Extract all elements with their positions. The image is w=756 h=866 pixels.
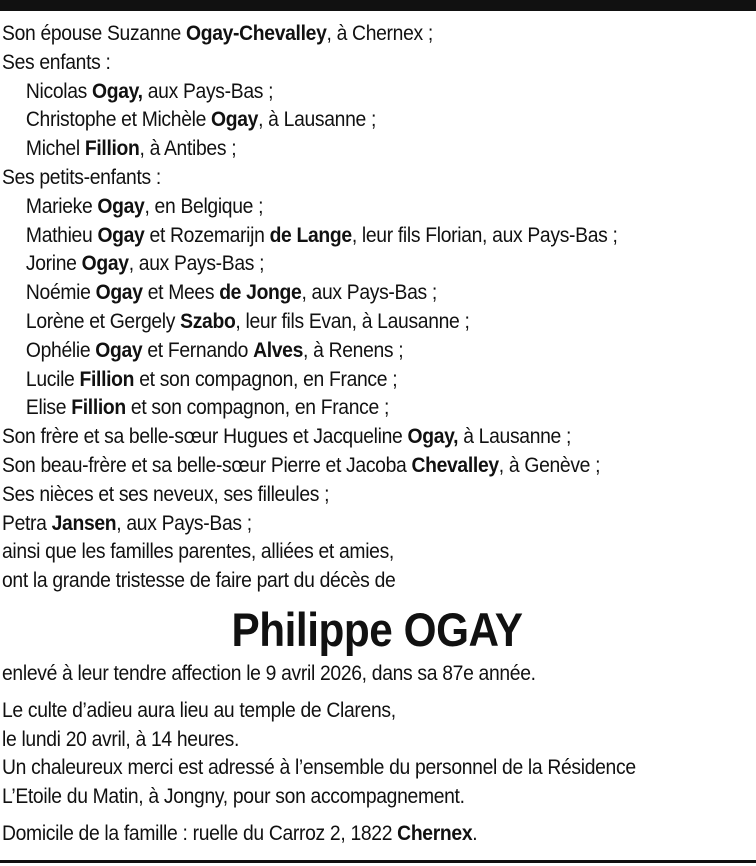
family-member-line [2,106,692,135]
deceased-name: Philippe OGAY [231,602,523,656]
family-name: de Jonge [219,281,302,305]
notice-text: Christophe et Michèle [25,108,212,132]
notice-text: , à Lausanne ; [258,108,377,132]
notice-text: Ses nièces et ses neveux, ses filleules ; [2,482,330,506]
notice-text: Marieke [25,194,98,218]
family-name: Ogay [97,194,145,218]
family-group-line [2,481,692,510]
notice-text: Michel [25,137,85,161]
family-name: Ogay [97,223,145,247]
notice-text: aux Pays-Bas ; [142,79,274,103]
notice-text: Lucile [25,367,80,391]
family-name: Fillion [84,137,140,161]
family-member-line [2,78,692,107]
family-group-line [2,423,692,452]
thanks-line: Un chaleureux merci est adressé à l’ensemble du personnel de la Résidence [2,756,636,780]
notice-text: Ses petits-enfants : [2,165,161,189]
notice-text: Elise [25,396,72,420]
notice-text: , à Genève ; [498,453,601,477]
notice-text: Son frère et sa belle-sœur Hugues et Jacqueline [2,425,408,449]
notice-text: , aux Pays-Bas ; [116,511,252,535]
family-group-line [2,538,692,567]
notice-text: ont la grande tristesse de faire part du décès de [2,569,396,593]
family-group-line [2,452,692,481]
bottom-rule [0,860,756,863]
family-group-line [2,49,692,78]
notice-text: Son épouse Suzanne [2,22,187,45]
family-group-line [2,164,692,193]
family-group-line [2,510,692,539]
family-member-line [2,193,692,222]
family-name: Ogay, [92,79,143,103]
family-member-line [2,135,692,164]
family-name: Ogay [211,108,259,132]
family-group-line [2,567,692,596]
domicile-line [2,820,692,849]
family-name: Fillion [79,367,135,391]
notice-text: et Fernando [142,338,254,362]
family-name: Fillion [71,396,126,420]
notice-text: Nicolas [25,79,93,103]
family-name: Ogay [95,338,143,362]
notice-text: Son beau-frère et sa belle-sœur Pierre et Jacoba [2,453,412,477]
family-name: Chevalley [411,453,499,477]
family-member-line [2,279,692,308]
family-list [2,20,752,596]
notice-text: , à Antibes ; [139,137,237,161]
passing-line: enlevé à leur tendre affection le 9 avril 2026, dans sa 87e année. [2,661,536,685]
family-name: Jansen [51,511,117,535]
family-member-line [2,250,692,279]
notice-text: et son compagnon, en France ; [125,396,390,420]
notice-text: et son compagnon, en France ; [134,367,398,391]
family-name: Ogay [81,252,129,276]
notice-text: Lorène et Gergely [25,309,181,333]
family-group-line [2,20,692,49]
notice-text: , en Belgique ; [144,194,264,218]
notice-text: et Rozemarijn [144,223,270,247]
domicile-suffix: . [472,821,478,845]
notice-text: Petra [2,511,52,535]
family-name: Alves [253,338,304,362]
family-name: Szabo [180,309,236,333]
notice-text: , aux Pays-Bas ; [128,252,265,276]
death-notice [2,20,752,849]
notice-text: Noémie [25,281,96,305]
family-member-line [2,337,692,366]
notice-text: Ses enfants : [2,50,111,74]
family-member-line [2,366,692,395]
top-rule [0,0,756,11]
ceremony-block [2,697,752,812]
notice-text: et Mees [142,281,220,305]
notice-text: , leur fils Evan, à Lausanne ; [235,309,470,333]
ceremony-line: Le culte d’adieu aura lieu au temple de Clarens, [2,698,396,722]
notice-text: Ophélie [25,338,96,362]
family-name: Ogay [95,281,143,305]
family-name: Ogay, [407,425,459,449]
family-member-line [2,394,692,423]
notice-text: ainsi que les familles parentes, alliées et amies, [2,540,394,564]
notice-text: , leur fils Florian, aux Pays-Bas ; [351,223,618,247]
notice-text: , à Renens ; [303,338,404,362]
family-name: Ogay-Chevalley [186,22,327,45]
family-name: de Lange [269,223,352,247]
notice-text: à Lausanne ; [458,425,572,449]
domicile-town: Chernex [397,821,473,845]
ceremony-line: le lundi 20 avril, à 14 heures. [2,727,240,751]
family-member-line [2,308,692,337]
domicile-address: Domicile de la famille : ruelle du Carroz 2, 1822 [2,821,398,845]
family-member-line [2,222,692,251]
notice-text: Mathieu [25,223,98,247]
notice-text: , à Chernex ; [326,22,433,45]
thanks-line: L’Etoile du Matin, à Jongny, pour son accompagnement. [2,785,465,809]
notice-text: Jorine [25,252,82,276]
notice-text: , aux Pays-Bas ; [301,281,437,305]
